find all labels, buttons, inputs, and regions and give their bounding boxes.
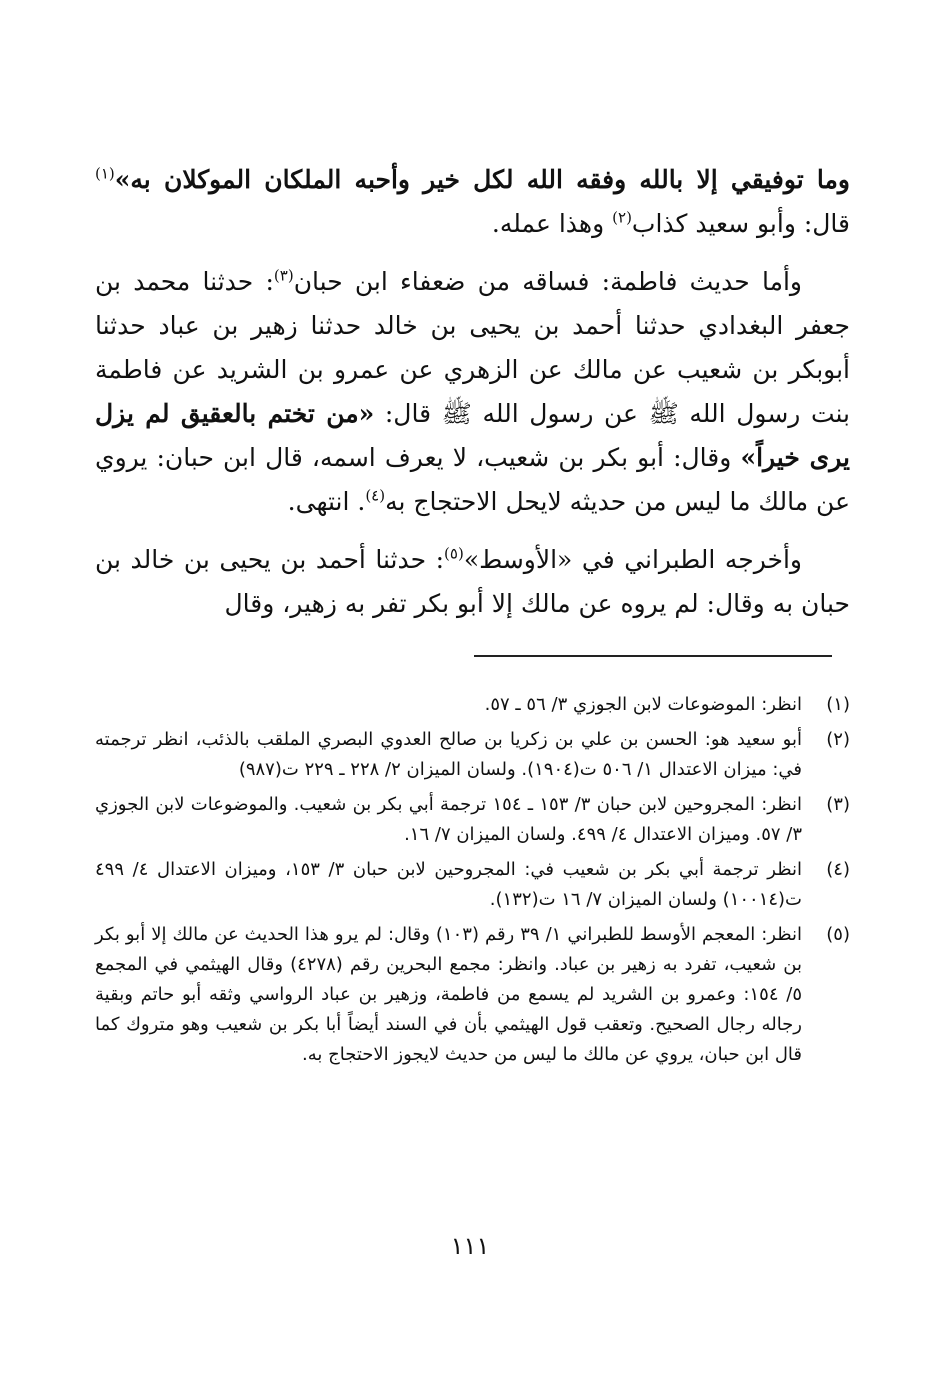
footnotes [95, 690, 850, 1075]
paragraph-1-text: قال: وأبو سعيد كذاب [631, 209, 850, 238]
paragraph-3 [95, 538, 850, 626]
footnote-number: (٥) [826, 924, 850, 945]
footnote [95, 690, 850, 720]
paragraph-1 [95, 158, 850, 246]
paragraph-1-bold-text: وما توفيقي إلا بالله وفقه الله لكل خير وأحبه الملكان الموكلان به» [114, 165, 850, 194]
paragraph-2-text-end: . انتهى. [287, 487, 366, 516]
footnote-ref-5: (٥) [444, 544, 464, 563]
footnote [95, 855, 850, 915]
footnote-text: انظر: المعجم الأوسط للطبراني ١/ ٣٩ رقم (١٠٣) وقال: لم يرو هذا الحديث عن مالك إلا أبو بكر بن شعيب، تفرد به زهير بن عباد. وانظر: مجمع البحرين رقم (٤٢٧٨) وقال الهيثمي في المجمع ٥/ ١٥٤: وعمرو بن الشريد لم يسمع من فاطمة، وزهير بن عباد الرواسي وثقه أبو حاتم وبقية رجاله رجال الصحيح. وتعقب قول الهيثمي بأن في السند أيضاً أبا بكر بن شعيب وهو متروك كما قال ابن حبان، يروي عن مالك ما ليس من حديث لايجوز الاحتجاج به. [95, 924, 803, 1065]
paragraph-2-text-cont: وقال: أبو بكر بن شعيب، لا يعرف اسمه، قال ابن حبان: يروي عن مالك ما ليس من حديثه لايحل الاحتجاج به [95, 443, 850, 516]
footnote-separator [474, 655, 832, 657]
footnote-text: انظر ترجمة أبي بكر بن شعيب في: المجروحين لابن حبان ٣/ ١٥٣، وميزان الاعتدال ٤/ ٤٩٩ ت(١٠٠١٤) ولسان الميزان ٧/ ١٦ ت(١٣٢). [95, 859, 803, 910]
footnote-ref-1: (١) [95, 164, 115, 183]
footnote [95, 725, 850, 785]
footnote-ref-3: (٣) [273, 266, 294, 285]
paragraph-2 [95, 260, 850, 524]
hadith-quote: «من تختم بالعقيق لم يزل يرى خيراً» [95, 399, 850, 472]
paragraph-3-text-start: وأخرجه الطبراني في «الأوسط» [463, 545, 802, 574]
footnote-ref-2: (٢) [612, 208, 632, 227]
footnote-number: (٢) [826, 729, 850, 750]
footnote [95, 790, 850, 850]
main-text [95, 158, 850, 626]
footnote-text: انظر: الموضوعات لابن الجوزي ٣/ ٥٦ ـ ٥٧. [484, 694, 802, 715]
footnote-text: أبو سعيد هو: الحسن بن علي بن زكريا بن صالح العدوي البصري الملقب بالذئب، انظر ترجمته في: ميزان الاعتدال ١/ ٥٠٦ ت(١٩٠٤). ولسان الميزان ٢/ ٢٢٨ ـ ٢٢٩ ت(٩٨٧) [95, 729, 802, 780]
footnote-number: (٤) [826, 859, 850, 880]
page-number: ١١١ [450, 1232, 490, 1260]
paragraph-1-text-end: وهذا عمله. [491, 209, 613, 238]
footnote-number: (٣) [826, 794, 850, 815]
footnote-text: انظر: المجروحين لابن حبان ٣/ ١٥٣ ـ ١٥٤ ترجمة أبي بكر بن شعيب. والموضوعات لابن الجوزي ٣/ ٥٧. وميزان الاعتدال ٤/ ٤٩٩. ولسان الميزان ٧/ ١٦. [95, 794, 803, 845]
paragraph-2-text: : حدثنا محمد بن جعفر البغدادي حدثنا أحمد بن يحيى بن خالد حدثنا زهير بن عباد حدثنا أبوبكر بن شعيب عن مالك عن الزهري عن عمرو بن الشريد عن فاطمة بنت رسول الله ﷺ عن رسول الله ﷺ قال: [95, 267, 850, 428]
paragraph-2-text-start: وأما حديث فاطمة: فساقه من ضعفاء ابن حبان [293, 267, 802, 296]
footnote-ref-4: (٤) [365, 486, 386, 505]
paragraph-3-text: : حدثنا أحمد بن يحيى بن خالد بن حبان به وقال: لم يروه عن مالك إلا أبو بكر تفر به زهير، وقال [95, 545, 850, 618]
footnote-number: (١) [826, 694, 850, 715]
footnote [95, 920, 850, 1070]
